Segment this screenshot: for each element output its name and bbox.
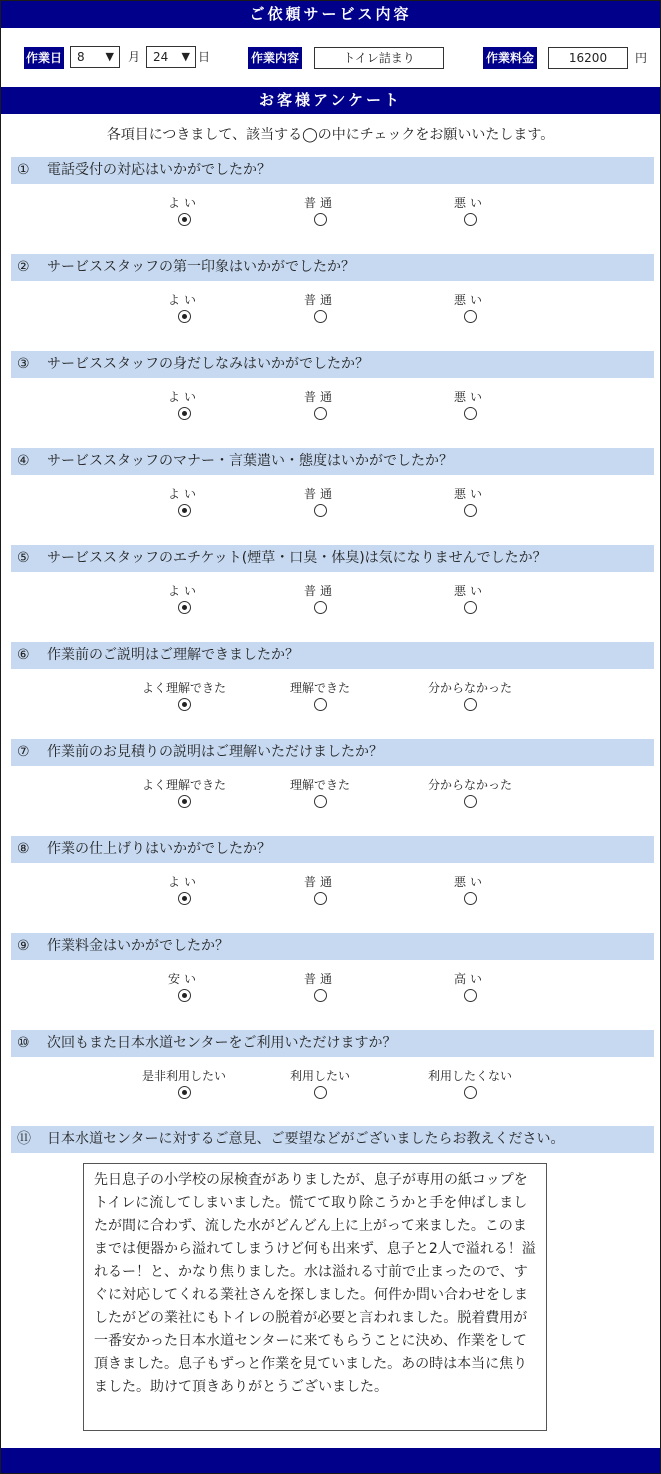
answer-option[interactable] bbox=[119, 486, 249, 520]
answer-option[interactable] bbox=[405, 971, 535, 1005]
answer-option-label: 普通 bbox=[303, 875, 336, 889]
answer-option-label: 利用したい bbox=[289, 1069, 350, 1083]
footer-bar bbox=[1, 1448, 660, 1473]
question-header bbox=[11, 1126, 654, 1153]
answer-option[interactable] bbox=[405, 583, 535, 617]
answer-option-label: 普通 bbox=[303, 487, 336, 501]
radio-button[interactable] bbox=[178, 601, 191, 614]
answer-option[interactable] bbox=[405, 292, 535, 326]
answer-option[interactable] bbox=[119, 680, 249, 714]
month-unit: 月 bbox=[128, 50, 141, 64]
radio-button[interactable] bbox=[464, 601, 477, 614]
answer-option[interactable] bbox=[119, 195, 249, 229]
question-10 bbox=[0, 1030, 661, 1120]
answer-option[interactable] bbox=[255, 195, 385, 229]
question-text: 作業の仕上げりはいかがでしたか？ bbox=[47, 841, 271, 857]
answer-option[interactable] bbox=[255, 680, 385, 714]
answer-option[interactable] bbox=[405, 195, 535, 229]
question-number: ⑪ bbox=[17, 1131, 31, 1147]
answer-option-label: よい bbox=[167, 875, 200, 889]
radio-button[interactable] bbox=[314, 407, 327, 420]
service-details-row bbox=[0, 46, 661, 70]
question-8 bbox=[0, 836, 661, 926]
answer-option-label: 悪い bbox=[453, 875, 486, 889]
answer-option[interactable] bbox=[119, 777, 249, 811]
question-3 bbox=[0, 351, 661, 441]
radio-button[interactable] bbox=[464, 989, 477, 1002]
radio-button[interactable] bbox=[178, 504, 191, 517]
day-unit: 日 bbox=[198, 50, 211, 64]
radio-button[interactable] bbox=[178, 698, 191, 711]
radio-button[interactable] bbox=[314, 1086, 327, 1099]
answer-option-label: 普通 bbox=[303, 293, 336, 307]
answer-option-label: よく理解できた bbox=[141, 681, 226, 695]
comment-textarea[interactable]: 先日息子の小学校の尿検査がありましたが、息子が専用の紙コップをトイレに流してしまいました。慌てて取り除こうかと手を伸ばしましたが間に合わず、流した水がどんどん上に上がって来ました。このままでは便器から溢れてしまうけど何も出来ず、息子と2人で溢れる！溢れるー！と、かなり焦りました。水は溢れる寸前で止まったので、すぐに対応してくれる業社さんを探しました。何件か問い合わせをしましたがどの業社にもトイレの脱着が必要と言われました。脱着費用が一番安かった日本水道センターに来てもらうことに決め、作業をして頂きました。息子もずっと作業を見ていました。あの時は本当に焦りました。助けて頂きありがとうございました。 bbox=[83, 1163, 547, 1431]
question-text: サービススタッフのエチケット(煙草・口臭・体臭)は気になりませんでしたか？ bbox=[47, 550, 547, 566]
answer-option[interactable] bbox=[405, 486, 535, 520]
answer-option[interactable] bbox=[119, 1068, 249, 1102]
survey-instructions: 各項目につきまして、該当する◯の中にチェックをお願いいたします。 bbox=[106, 127, 555, 143]
question-6 bbox=[0, 642, 661, 732]
question-number: ④ bbox=[17, 453, 30, 469]
work-content-field[interactable]: トイレ詰まり bbox=[314, 47, 444, 69]
radio-button[interactable] bbox=[314, 892, 327, 905]
question-header bbox=[11, 157, 654, 184]
day-value: 24 bbox=[153, 50, 169, 64]
answer-option-label: 悪い bbox=[453, 293, 486, 307]
radio-button[interactable] bbox=[464, 310, 477, 323]
answer-option[interactable] bbox=[405, 777, 535, 811]
question-header bbox=[11, 351, 654, 378]
radio-button[interactable] bbox=[178, 1086, 191, 1099]
question-number: ⑥ bbox=[17, 647, 30, 663]
radio-button[interactable] bbox=[464, 892, 477, 905]
question-2 bbox=[0, 254, 661, 344]
question-9 bbox=[0, 933, 661, 1023]
fee-unit: 円 bbox=[635, 51, 648, 65]
question-text: 作業前のお見積りの説明はご理解いただけましたか？ bbox=[47, 744, 383, 760]
answer-option-label: 普通 bbox=[303, 390, 336, 404]
answer-option-label: 分からなかった bbox=[427, 681, 512, 695]
question-number: ① bbox=[17, 162, 30, 178]
answer-option[interactable] bbox=[255, 389, 385, 423]
answer-option-label: 是非利用したい bbox=[141, 1069, 226, 1083]
answer-option[interactable] bbox=[255, 874, 385, 908]
answer-option[interactable] bbox=[255, 486, 385, 520]
answer-option[interactable] bbox=[255, 292, 385, 326]
answer-option-label: 利用したくない bbox=[427, 1069, 512, 1083]
question-number: ⑩ bbox=[17, 1035, 30, 1051]
answer-option-label: よく理解できた bbox=[141, 778, 226, 792]
question-text: 電話受付の対応はいかがでしたか？ bbox=[47, 162, 271, 178]
question-text: サービススタッフのマナー・言葉遣い・態度はいかがでしたか？ bbox=[47, 453, 453, 469]
service-section-title: ご依頼サービス内容 bbox=[1, 1, 660, 28]
question-text: 日本水道センターに対するご意見、ご要望などがございましたらお教えください。 bbox=[47, 1131, 565, 1147]
answer-option-label: 安い bbox=[167, 972, 200, 986]
answer-option[interactable] bbox=[119, 389, 249, 423]
answer-option-label: 悪い bbox=[453, 584, 486, 598]
question-header bbox=[11, 448, 654, 475]
question-text: サービススタッフの身だしなみはいかがでしたか？ bbox=[47, 356, 369, 372]
answer-option-label: 普通 bbox=[303, 196, 336, 210]
question-header bbox=[11, 739, 654, 766]
answer-option-label: 普通 bbox=[303, 972, 336, 986]
question-text: 次回もまた日本水道センターをご利用いただけますか？ bbox=[47, 1035, 397, 1051]
radio-button[interactable] bbox=[178, 892, 191, 905]
radio-button[interactable] bbox=[178, 989, 191, 1002]
answer-option-label: 高い bbox=[453, 972, 486, 986]
dropdown-arrow-icon: ▼ bbox=[181, 50, 190, 63]
dropdown-arrow-icon: ▼ bbox=[105, 50, 114, 63]
answer-option[interactable] bbox=[405, 389, 535, 423]
work-date-label: 作業日 bbox=[24, 47, 64, 69]
answer-option[interactable] bbox=[119, 583, 249, 617]
radio-button[interactable] bbox=[464, 698, 477, 711]
question-number: ⑦ bbox=[17, 744, 30, 760]
answer-option-label: よい bbox=[167, 196, 200, 210]
month-value: 8 bbox=[77, 50, 85, 64]
answer-option-label: 理解できた bbox=[289, 681, 350, 695]
question-header bbox=[11, 642, 654, 669]
radio-button[interactable] bbox=[178, 407, 191, 420]
question-header bbox=[11, 933, 654, 960]
month-select[interactable] bbox=[70, 46, 120, 68]
radio-button[interactable] bbox=[464, 213, 477, 226]
radio-button[interactable] bbox=[314, 989, 327, 1002]
question-text: 作業前のご説明はご理解できましたか？ bbox=[47, 647, 299, 663]
question-text: サービススタッフの第一印象はいかがでしたか？ bbox=[47, 259, 355, 275]
question-header bbox=[11, 254, 654, 281]
question-header bbox=[11, 1030, 654, 1057]
radio-button[interactable] bbox=[464, 407, 477, 420]
answer-option[interactable] bbox=[119, 971, 249, 1005]
work-fee-label: 作業料金 bbox=[483, 47, 537, 69]
radio-button[interactable] bbox=[314, 310, 327, 323]
answer-option-label: 悪い bbox=[453, 390, 486, 404]
answer-option-label: 理解できた bbox=[289, 778, 350, 792]
radio-button[interactable] bbox=[178, 310, 191, 323]
answer-option-label: 悪い bbox=[453, 487, 486, 501]
answer-option-label: よい bbox=[167, 390, 200, 404]
answer-option[interactable] bbox=[255, 583, 385, 617]
question-1 bbox=[0, 157, 661, 247]
work-fee-field[interactable]: 16200 bbox=[548, 47, 628, 69]
answer-option-label: 分からなかった bbox=[427, 778, 512, 792]
radio-button[interactable] bbox=[178, 213, 191, 226]
radio-button[interactable] bbox=[178, 795, 191, 808]
radio-button[interactable] bbox=[314, 698, 327, 711]
survey-section-title: お客様アンケート bbox=[1, 87, 660, 114]
question-number: ② bbox=[17, 259, 30, 275]
radio-button[interactable] bbox=[464, 795, 477, 808]
radio-button[interactable] bbox=[464, 504, 477, 517]
day-select[interactable] bbox=[146, 46, 196, 68]
answer-option[interactable] bbox=[405, 680, 535, 714]
question-number: ⑤ bbox=[17, 550, 30, 566]
radio-button[interactable] bbox=[314, 213, 327, 226]
radio-button[interactable] bbox=[464, 1086, 477, 1099]
answer-option-label: よい bbox=[167, 293, 200, 307]
question-header bbox=[11, 836, 654, 863]
answer-option-label: よい bbox=[167, 584, 200, 598]
question-5 bbox=[0, 545, 661, 635]
question-number: ⑨ bbox=[17, 938, 30, 954]
answer-option[interactable] bbox=[119, 292, 249, 326]
radio-button[interactable] bbox=[314, 795, 327, 808]
answer-option[interactable] bbox=[405, 1068, 535, 1102]
question-7 bbox=[0, 739, 661, 829]
answer-option[interactable] bbox=[255, 971, 385, 1005]
answer-option-label: 普通 bbox=[303, 584, 336, 598]
work-content-label: 作業内容 bbox=[248, 47, 302, 69]
radio-button[interactable] bbox=[314, 504, 327, 517]
question-text: 作業料金はいかがでしたか？ bbox=[47, 938, 229, 954]
answer-option[interactable] bbox=[405, 874, 535, 908]
radio-button[interactable] bbox=[314, 601, 327, 614]
answer-option[interactable] bbox=[255, 777, 385, 811]
question-number: ③ bbox=[17, 356, 30, 372]
answer-option-label: よい bbox=[167, 487, 200, 501]
answer-option-label: 悪い bbox=[453, 196, 486, 210]
answer-option[interactable] bbox=[255, 1068, 385, 1102]
question-number: ⑧ bbox=[17, 841, 30, 857]
question-header bbox=[11, 545, 654, 572]
answer-option[interactable] bbox=[119, 874, 249, 908]
question-4 bbox=[0, 448, 661, 538]
